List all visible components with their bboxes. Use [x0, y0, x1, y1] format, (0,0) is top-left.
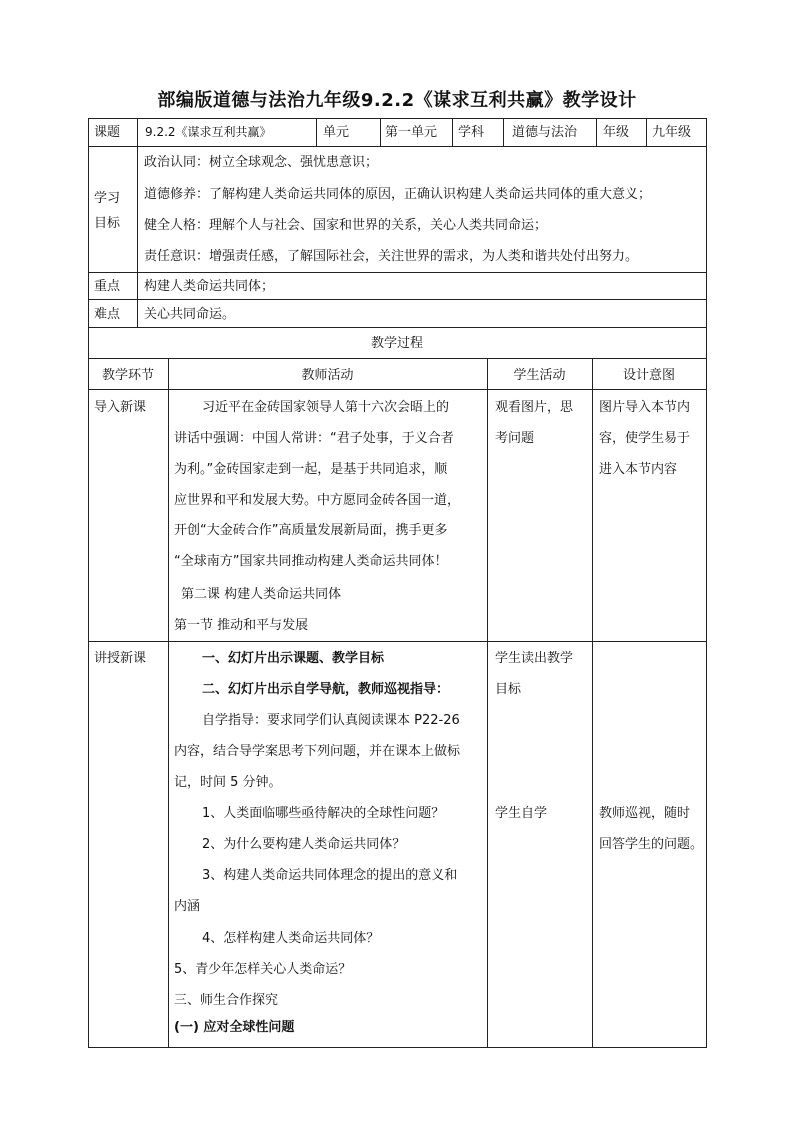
intro-design-line: 容，使学生易于	[599, 431, 691, 446]
objective-line: 健全人格：理解个人与社会、国家和世界的关系，关心人类共同命运；	[144, 218, 548, 233]
lecture-teacher-line: 内容，结合导学案思考下列问题，并在课本上做标	[174, 744, 461, 759]
key-point-label: 重点	[94, 279, 121, 294]
intro-design-line: 进入本节内容	[599, 462, 678, 477]
key-point-value: 构建人类命运共同体；	[144, 279, 275, 294]
lecture-student-line: 学生读出教学	[495, 651, 574, 666]
intro-teacher-line: 为利。”金砖国家走到一起，是基于共同追求，顺	[174, 462, 448, 477]
lecture-question: 5、青少年怎样关心人类命运？	[174, 962, 352, 977]
lecture-teacher-line: 三、师生合作探究	[174, 993, 279, 1008]
objective-line: 责任意识：增强责任感，了解国际社会，关注世界的需求，为人类和谐共处付出努力。	[144, 249, 639, 264]
intro-student-line: 考问题	[495, 431, 535, 446]
section-heading: 第一节 推动和平与发展	[174, 618, 309, 633]
lecture-teacher-line: 记，时间 5 分钟。	[174, 775, 282, 790]
intro-teacher-line: 开创“大金砖合作”高质量发展新局面，携手更多	[174, 523, 448, 538]
lecture-question: 3、构建人类命运共同体理念的提出的意义和	[202, 868, 458, 883]
objectives-label-2: 目标	[94, 216, 121, 231]
difficulty-label: 难点	[94, 307, 121, 322]
grade-label: 年级	[603, 125, 630, 140]
intro-stage: 导入新课	[94, 400, 147, 415]
intro-teacher-line: 讲话中强调：中国人常讲：“君子处事，于义合者	[174, 431, 454, 446]
intro-teacher-line: 应世界和平和发展大势。中方愿同金砖各国一道，	[174, 493, 461, 508]
objective-line: 政治认同：树立全球观念、强忧患意识；	[144, 155, 379, 170]
grade-value: 九年级	[652, 125, 692, 140]
subject-label: 学科	[458, 125, 485, 140]
lecture-teacher-line: 二、幻灯片出示自学导航，教师巡视指导：	[202, 682, 450, 697]
lesson-heading: 第二课 构建人类命运共同体	[181, 587, 342, 602]
lecture-question: 1、人类面临哪些亟待解决的全球性问题？	[202, 806, 445, 821]
lecture-teacher-line: 自学指导：要求同学们认真阅读课本 P22-26	[202, 713, 460, 728]
lecture-teacher-line: (一) 应对全球性问题	[174, 1020, 295, 1035]
process-title: 教学过程	[370, 336, 423, 351]
course-value: 9.2.2《谋求互利共赢》	[145, 125, 272, 139]
lecture-student-line: 学生自学	[495, 806, 548, 821]
lecture-question: 内涵	[174, 899, 201, 914]
document-title: 部编版道德与法治九年级9.2.2《谋求互利共赢》教学设计	[157, 90, 637, 111]
unit-label: 单元	[323, 125, 350, 140]
intro-design-line: 图片导入本节内	[599, 400, 691, 415]
header-stage: 教学环节	[101, 368, 154, 383]
header-design: 设计意图	[622, 368, 675, 383]
lecture-design-line: 教师巡视，随时	[599, 806, 691, 821]
header-teacher: 教师活动	[301, 368, 354, 383]
lecture-stage: 讲授新课	[94, 651, 147, 666]
course-label: 课题	[94, 125, 121, 140]
intro-teacher-line: “全球南方”国家共同推动构建人类命运共同体！	[174, 554, 448, 569]
lecture-question: 4、怎样构建人类命运共同体？	[202, 931, 380, 946]
subject-value: 道德与法治	[512, 125, 578, 140]
objective-line: 道德修养：了解构建人类命运共同体的原因，正确认识构建人类命运共同体的重大意义；	[144, 187, 652, 202]
objectives-label-1: 学习	[94, 191, 121, 206]
difficulty-value: 关心共同命运。	[144, 307, 236, 322]
header-student: 学生活动	[513, 368, 566, 383]
unit-value: 第一单元	[385, 125, 438, 140]
intro-student-line: 观看图片，思	[495, 400, 574, 415]
lecture-student-line: 目标	[495, 682, 522, 697]
lecture-design-line: 回答学生的问题。	[599, 837, 704, 852]
lecture-teacher-line: 一、幻灯片出示课题、教学目标	[202, 651, 385, 666]
lecture-question: 2、为什么要构建人类命运共同体？	[202, 837, 406, 852]
intro-teacher-line: 习近平在金砖国家领导人第十六次会晤上的	[202, 400, 450, 415]
